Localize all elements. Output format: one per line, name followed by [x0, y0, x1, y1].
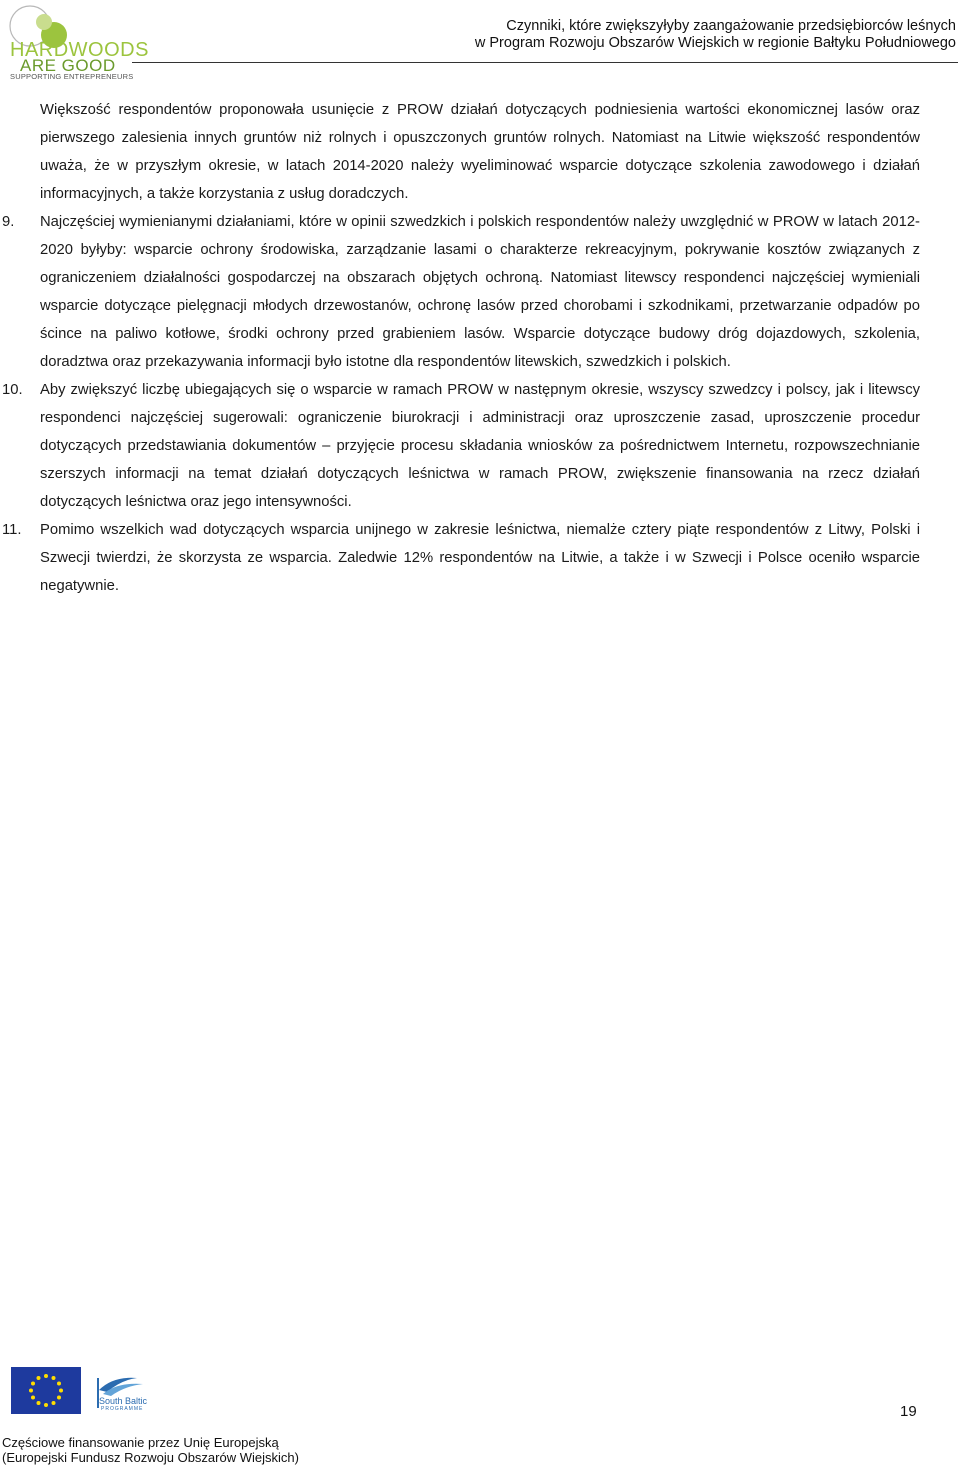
- funding-note: [2, 1435, 299, 1465]
- list-item-number: 10.: [2, 382, 23, 398]
- header-divider: [132, 62, 958, 63]
- list-item-number: 9.: [2, 214, 15, 230]
- footer-logos: [11, 1367, 211, 1415]
- list-item-text: Najczęściej wymienianymi działaniami, które w opinii szwedzkich i polskich respondentów należy uwzględnić w PROW w latach 2012-2020 byłyby: wsparcie ochrony środowiska, zarządzanie lasami o charakterze rekreacyjnym, pokrywanie kosztów związanych z ograniczeniem działalności gospodarczej na obszarach objętych ochroną. Natomiast litewscy respondenci najczęściej wymieniali wsparcie dotyczące pielęgnacji młodych drzewostanów, ochronę lasów przed chorobami i szkodnikami, przetwarzanie odpadów po ścince na paliwo kotłowe, środki ochrony przed grabieniem lasów. Wsparcie dotyczące budowy dróg dojazdowych, szkolenia, doradztwa oraz przekazywania informacji było istotne dla respondentów litewskich, szwedzkich i polskich.: [40, 214, 920, 370]
- list-item: [0, 208, 960, 376]
- eu-flag-icon: [11, 1367, 81, 1414]
- list-item: [0, 376, 960, 516]
- south-baltic-logo: [93, 1370, 163, 1414]
- hardwoods-logo: [4, 2, 149, 82]
- eu-stars-icon: [11, 1367, 81, 1414]
- intro-paragraph: Większość respondentów proponowała usunięcie z PROW działań dotyczących podniesienia wartości ekonomicznej lasów oraz pierwszego zalesienia innych gruntów niż rolnych i opuszczonych gruntów rolnych. Natomiast na Litwie większość respondentów uważa, że w przyszłym okresie, w latach 2014-2020 należy wyeliminować wsparcie dotyczące szkolenia zawodowego i działań informacyjnych, a także korzystania z usług doradczych.: [40, 102, 920, 202]
- south-baltic-subtext: PROGRAMME: [101, 1406, 144, 1412]
- page-header: [0, 0, 960, 85]
- funding-line-1: Częściowe finansowanie przez Unię Europejską: [2, 1435, 279, 1450]
- list-item-number: 11.: [2, 522, 22, 538]
- list-item-text: Pomimo wszelkich wad dotyczących wsparcia unijnego w zakresie leśnictwa, niemalże cztery piąte respondentów z Litwy, Polski i Szwecji twierdzi, że skorzysta ze wsparcia. Zaledwie 12% respondentów na Litwie, a także i w Szwecji i Polsce oceniło wsparcie negatywnie.: [40, 522, 920, 594]
- page-number: 19: [900, 1403, 917, 1420]
- logo-line-2: ARE GOOD: [20, 56, 116, 75]
- logo-line-3: SUPPORTING ENTREPRENEURS: [10, 72, 134, 81]
- logo-line-1: HARDWOODS: [10, 39, 149, 61]
- header-title-line-2: w Program Rozwoju Obszarów Wiejskich w regionie Bałtyku Południowego: [474, 35, 956, 51]
- list-item: [0, 516, 960, 600]
- header-title-line-1: Czynniki, które zwiększyłyby zaangażowanie przedsiębiorców leśnych: [506, 18, 956, 34]
- funding-line-2: (Europejski Fundusz Rozwoju Obszarów Wiejskich): [2, 1450, 299, 1465]
- list-item-text: Aby zwiększyć liczbę ubiegających się o wsparcie w ramach PROW w następnym okresie, wszyscy szwedzcy i polscy, jak i litewscy respondenci najczęściej sugerowali: ograniczenie biurokracji i administracji oraz uproszczenie zasad, uproszczenie procedur dotyczących przedstawiania dokumentów – przyjęcie procesu składania wniosków za pośrednictwem Internetu, rozpowszechnianie szerszych informacji na temat działań dotyczących leśnictwa w ramach PROW, zwiększenie finansowania na rzecz działań dotyczących leśnictwa oraz jego intensywności.: [40, 382, 920, 510]
- south-baltic-text: South Baltic: [99, 1396, 148, 1406]
- header-title: [475, 18, 956, 52]
- document-body: [0, 96, 960, 600]
